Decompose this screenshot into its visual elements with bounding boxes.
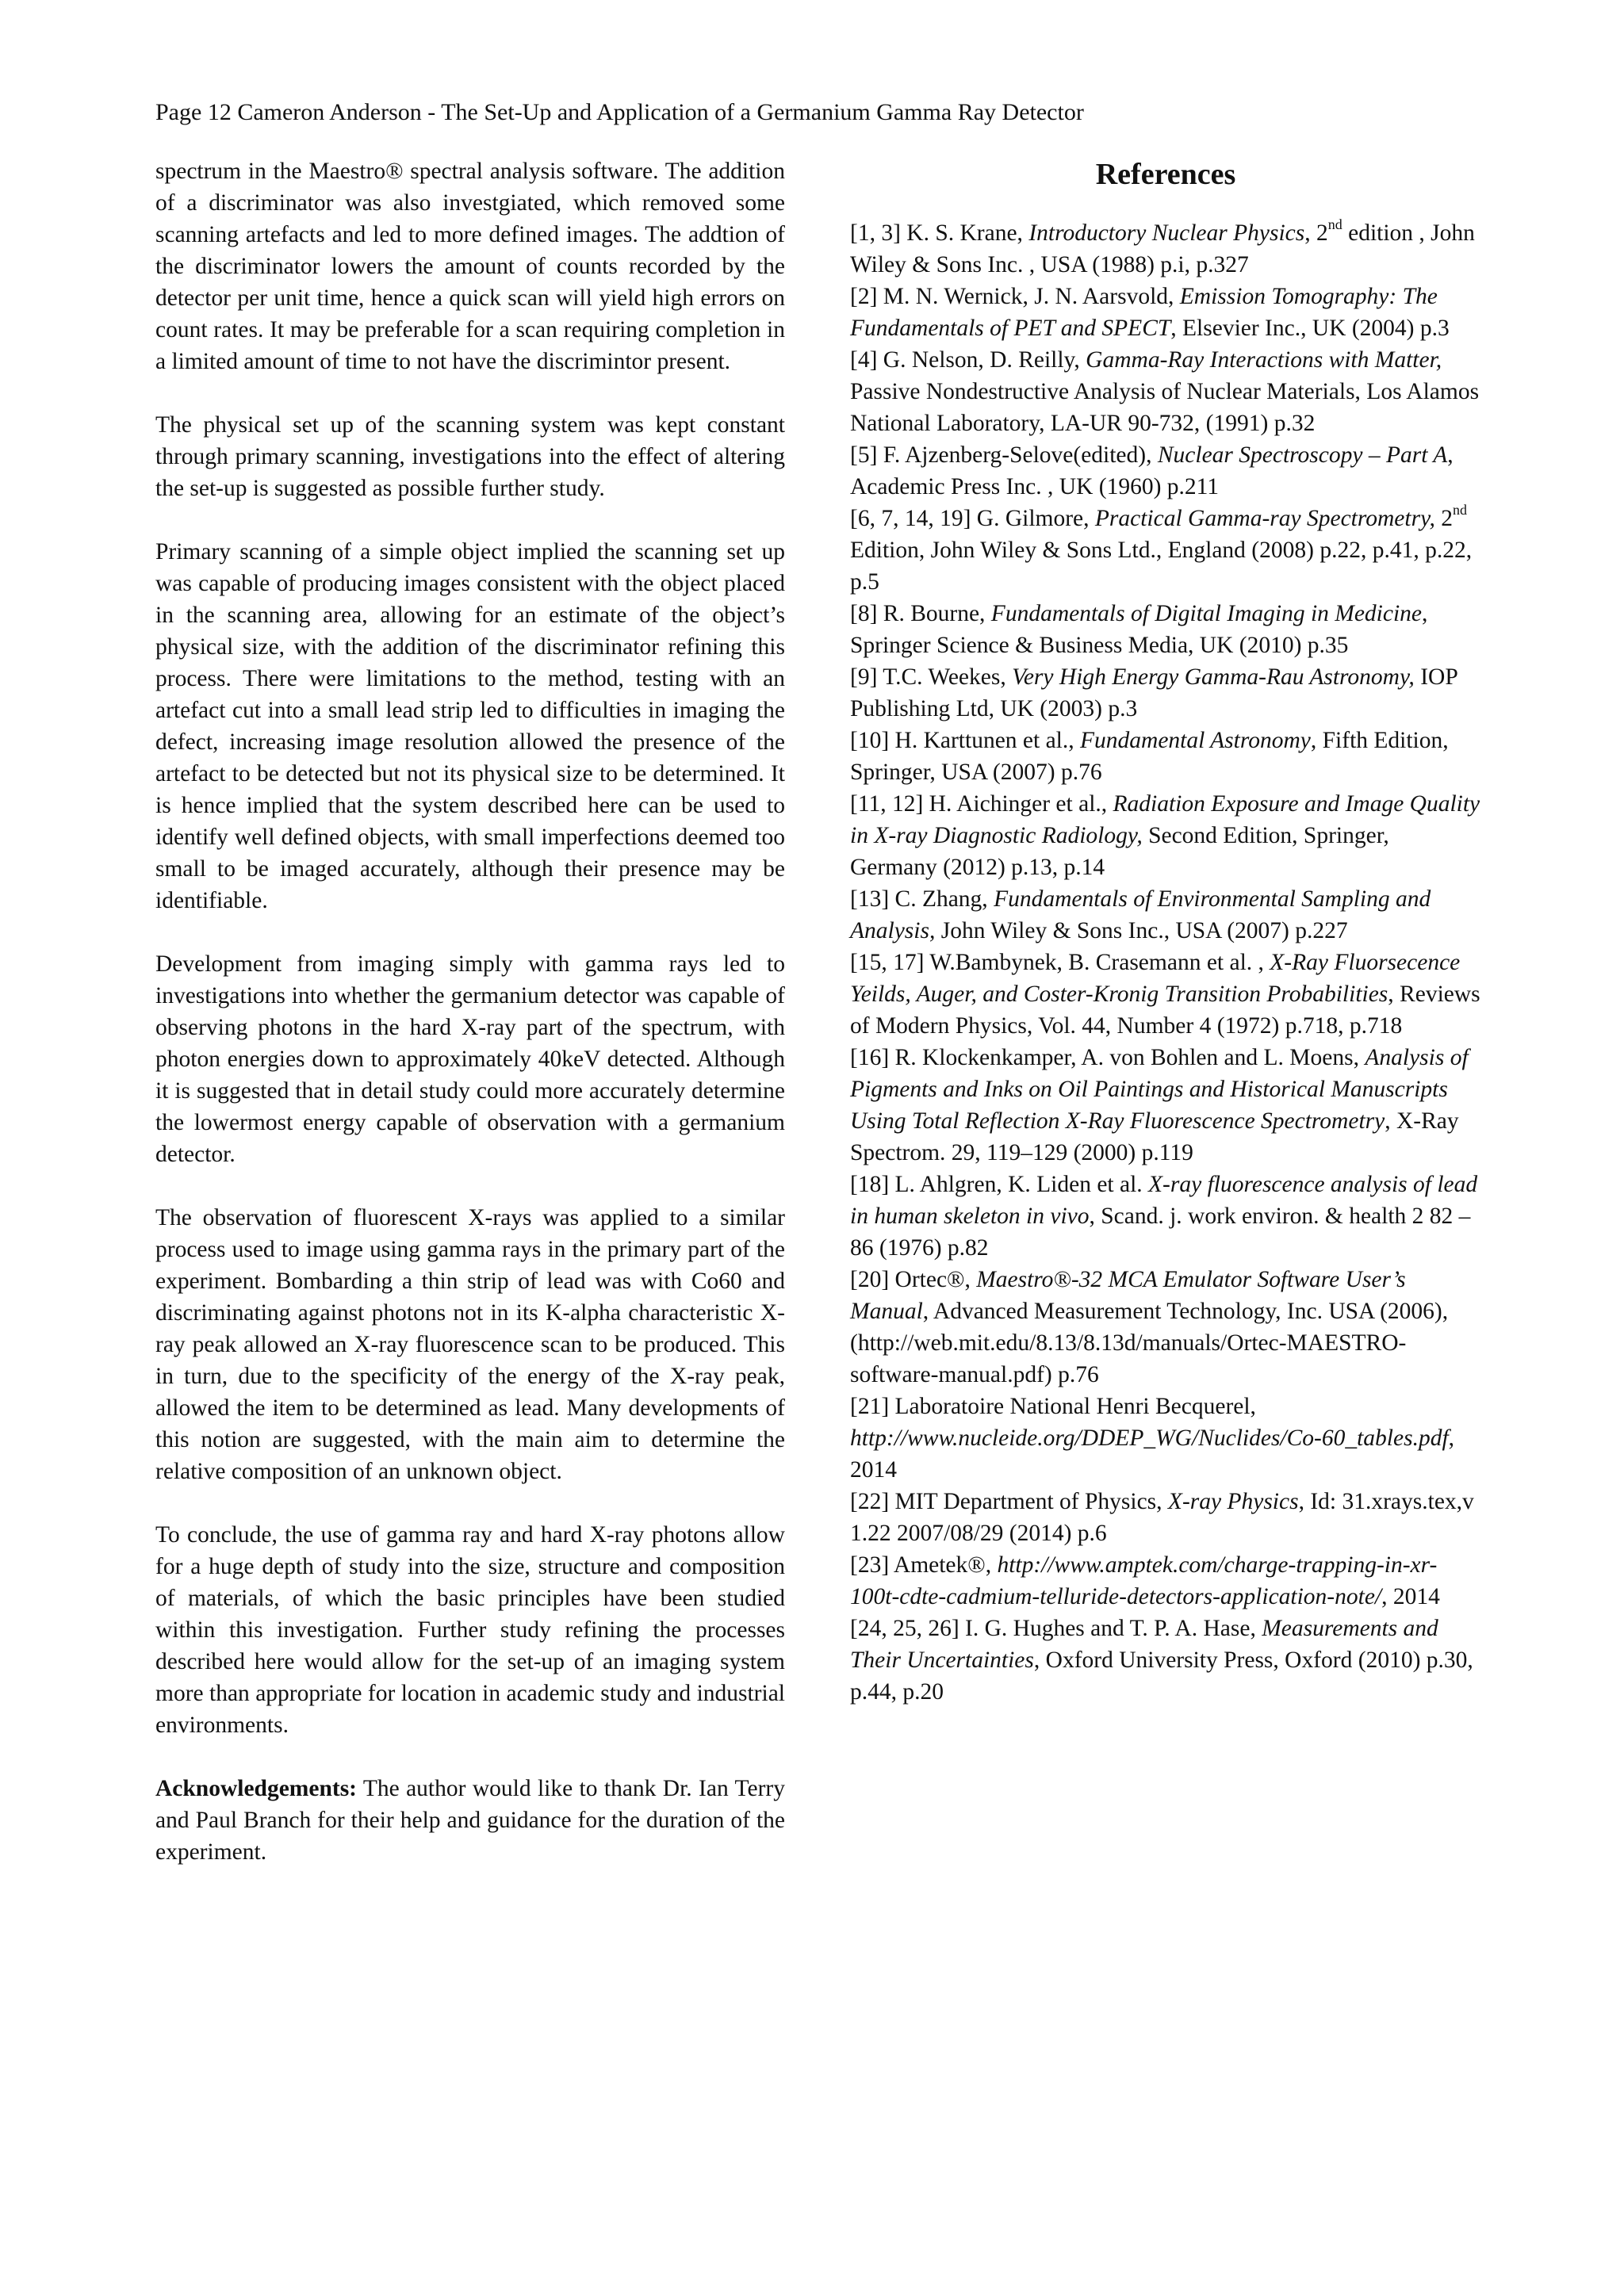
body-paragraph: Development from imaging simply with gamma rays led to investigations into whether the germanium detector was capable of observing photons in the hard X-ray part of the spectrum, with photon energies down to approximately 40keV detected. Although it is suggested that in detail study could more accurately determine the lowermost energy capable of observation with a germanium detector. — [155, 951, 785, 1167]
reference-title: http://www.nucleide.org/DDEP_WG/Nuclides/Co-60_tables.pdf — [850, 1425, 1449, 1451]
reference-item — [850, 217, 1481, 281]
reference-item — [850, 1549, 1481, 1613]
reference-details-continued: edition , John Wiley & Sons Inc. , USA (1988) p.i, p.327 — [850, 220, 1475, 277]
reference-details: Second Edition, Springer, Germany (2012) p.13, p.14 — [850, 823, 1389, 880]
reference-details: , Scand. j. work environ. & health 2 82 – 86 (1976) p.82 — [850, 1203, 1471, 1261]
reference-item — [850, 1391, 1481, 1486]
page-header: Page 12 Cameron Anderson - The Set-Up and Application of a Germanium Gamma Ray Detector — [155, 99, 1084, 125]
reference-details-continued: Edition, John Wiley & Sons Ltd., England (2008) p.22, p.41, p.22, p.5 — [850, 538, 1473, 595]
reference-title: X-ray fluorescence analysis of lead in human skeleton in vivo — [850, 1172, 1478, 1229]
reference-details: , Advanced Measurement Technology, Inc. USA (2006), (http://web.mit.edu/8.13/8.13d/manuals/Ortec-MAESTRO-software-manual.pdf) p.76 — [850, 1299, 1449, 1387]
reference-authors: [9] T.C. Weekes, — [850, 664, 1013, 690]
reference-authors: [20] Ortec®, — [850, 1267, 977, 1292]
reference-authors: [8] R. Bourne, — [850, 601, 991, 626]
reference-details: , Academic Press Inc. , UK (1960) p.211 — [850, 442, 1454, 499]
reference-list — [850, 217, 1481, 1708]
reference-details: , Springer Science & Business Media, UK (2010) p.35 — [850, 601, 1428, 658]
reference-item — [850, 725, 1481, 788]
reference-title: Emission Tomography: The Fundamentals of PET and SPECT — [850, 284, 1438, 341]
reference-authors: [10] H. Karttunen et al., — [850, 728, 1080, 753]
reference-title: Introductory Nuclear Physics — [1028, 220, 1305, 246]
reference-title: Fundamental Astronomy — [1080, 728, 1311, 753]
body-paragraph: The observation of fluorescent X-rays was applied to a similar process used to image using gamma rays in the primary part of the experiment. Bombarding a thin strip of lead was with Co60 and discriminating against photons not in its K-alpha characteristic X-ray peak allowed an X-ray fluorescence scan to be produced. This in turn, due to the specificity of the energy of the X-ray peak, allowed the item to be determined as lead. Many developments of this notion are suggested, with the main aim to determine the relative composition of an unknown object. — [155, 1205, 785, 1484]
reference-details: , 2014 — [850, 1425, 1455, 1483]
body-paragraph: Primary scanning of a simple object implied the scanning set up was capable of producing images consistent with the object placed in the scanning area, allowing for an estimate of the object’s physical size, with the addition of the discriminator refining this process. There were limitations to the method, testing with an artefact cut into a small lead strip led to difficulties in imaging the defect, increasing image resolution allowed the presence of the artefact to be detected but not its physical size to be determined. It is hence implied that the system described here can be used to identify well defined objects, with small imperfections deemed too small to be imaged accurately, although their presence may be identifiable. — [155, 539, 785, 913]
reference-item — [850, 344, 1481, 439]
reference-superscript: nd — [1453, 502, 1468, 518]
reference-authors: [16] R. Klockenkamper, A. von Bohlen and L. Moens, — [850, 1045, 1365, 1070]
reference-title: http://www.amptek.com/charge-trapping-in-xr-100t-cdte-cadmium-telluride-detectors-application-note/ — [850, 1552, 1438, 1609]
reference-details: , Elsevier Inc., UK (2004) p.3 — [1170, 316, 1450, 341]
reference-authors: [23] Ametek®, — [850, 1552, 998, 1578]
reference-title: Fundamentals of Digital Imaging in Medicine — [990, 601, 1423, 626]
reference-details: 2 — [1434, 506, 1454, 531]
reference-item — [850, 439, 1481, 503]
reference-item — [850, 598, 1481, 661]
reference-title: Radiation Exposure and Image Quality in X-ray Diagnostic Radiology, — [850, 791, 1480, 848]
reference-item — [850, 1264, 1481, 1391]
acknowledgements-text: The author would like to thank Dr. Ian Terry and Paul Branch for their help and guidance for the duration of the experiment. — [155, 1776, 785, 1865]
reference-authors: [6, 7, 14, 19] G. Gilmore, — [850, 506, 1095, 531]
reference-authors: [13] C. Zhang, — [850, 886, 994, 912]
reference-item — [850, 661, 1481, 725]
reference-item — [850, 788, 1481, 883]
reference-title: Very High Energy Gamma-Rau Astronomy, — [1012, 664, 1415, 690]
reference-authors: [18] L. Ahlgren, K. Liden et al. — [850, 1172, 1149, 1197]
reference-details: Passive Nondestructive Analysis of Nuclear Materials, Los Alamos National Laboratory, LA-UR 90-732, (1991) p.32 — [850, 379, 1480, 436]
reference-title: X-Ray Fluorsecence Yeilds, Auger, and Coster-Kronig Transition Probabilities — [850, 950, 1461, 1007]
reference-details: , Id: 31.xrays.tex,v 1.22 2007/08/29 (2014) p.6 — [850, 1489, 1474, 1546]
reference-details: , X-Ray Spectrom. 29, 119–129 (2000) p.119 — [850, 1108, 1459, 1165]
acknowledgements-label: Acknowledgements: — [155, 1776, 358, 1801]
reference-authors: [1, 3] K. S. Krane, — [850, 220, 1029, 246]
reference-title: X-ray Physics — [1167, 1489, 1299, 1514]
reference-details: , 2014 — [1381, 1584, 1440, 1609]
reference-title: Measurements and Their Uncertainties — [850, 1616, 1438, 1673]
reference-details: , Oxford University Press, Oxford (2010) p.30, p.44, p.20 — [850, 1647, 1473, 1705]
reference-item — [850, 1613, 1481, 1708]
reference-item — [850, 1169, 1481, 1264]
reference-title: Analysis of Pigments and Inks on Oil Paintings and Historical Manuscripts Using Total Reflection X-Ray Fluorescence Spectrometry — [850, 1045, 1469, 1134]
reference-item — [850, 1486, 1481, 1549]
reference-item — [850, 947, 1481, 1042]
reference-authors: [2] M. N. Wernick, J. N. Aarsvold, — [850, 284, 1180, 309]
reference-item — [850, 503, 1481, 598]
reference-title: Practical Gamma-ray Spectrometry, — [1094, 506, 1435, 531]
reference-authors: [21] Laboratoire National Henri Becquerel, — [850, 1394, 1256, 1419]
reference-item — [850, 281, 1481, 344]
references-heading: References — [1095, 158, 1236, 191]
reference-details: , Reviews of Modern Physics, Vol. 44, Number 4 (1972) p.718, p.718 — [850, 982, 1480, 1039]
reference-authors: [4] G. Nelson, D. Reilly, — [850, 347, 1086, 373]
reference-item — [850, 883, 1481, 947]
references-column — [850, 155, 1481, 1708]
reference-authors: [15, 17] W.Bambynek, B. Crasemann et al. , — [850, 950, 1270, 975]
reference-item — [850, 1042, 1481, 1169]
reference-authors: [24, 25, 26] I. G. Hughes and T. P. A. Hase, — [850, 1616, 1262, 1641]
reference-title: Maestro®-32 MCA Emulator Software User’s Manual — [850, 1267, 1406, 1324]
reference-title: Nuclear Spectroscopy – Part A — [1157, 442, 1448, 468]
reference-details: , 2 — [1304, 220, 1328, 246]
body-paragraph: spectrum in the Maestro® spectral analysis software. The addition of a discriminator was also investgiated, which removed some scanning artefacts and led to more defined images. The addtion of the discriminator lowers the amount of counts recorded by the detector per unit time, hence a quick scan will yield high errors on count rates. It may be preferable for a scan requiring completion in a limited amount of time to not have the discrimintor present. — [155, 159, 785, 374]
acknowledgements — [155, 1773, 785, 1868]
reference-superscript: nd — [1327, 216, 1342, 232]
body-column — [155, 155, 785, 1868]
body-paragraph: The physical set up of the scanning system was kept constant through primary scanning, investigations into the effect of altering the set-up is suggested as possible further study. — [155, 412, 785, 501]
reference-title: Fundamentals of Environmental Sampling and Analysis, — [850, 886, 1431, 943]
reference-authors: [11, 12] H. Aichinger et al., — [850, 791, 1113, 817]
reference-authors: [5] F. Ajzenberg-Selove(edited), — [850, 442, 1158, 468]
reference-authors: [22] MIT Department of Physics, — [850, 1489, 1168, 1514]
reference-details: John Wiley & Sons Inc., USA (2007) p.227 — [935, 918, 1348, 943]
reference-details: , Fifth Edition, Springer, USA (2007) p.76 — [850, 728, 1449, 785]
reference-details: IOP Publishing Ltd, UK (2003) p.3 — [850, 664, 1457, 721]
reference-title: Gamma-Ray Interactions with Matter, — [1086, 347, 1442, 373]
body-paragraph: To conclude, the use of gamma ray and hard X-ray photons allow for a huge depth of study into the size, structure and composition of materials, of which the basic principles have been studied within this investigation. Further study refining the processes described here would allow for the set-up of an imaging system more than appropriate for location in academic study and industrial environments. — [155, 1522, 785, 1738]
